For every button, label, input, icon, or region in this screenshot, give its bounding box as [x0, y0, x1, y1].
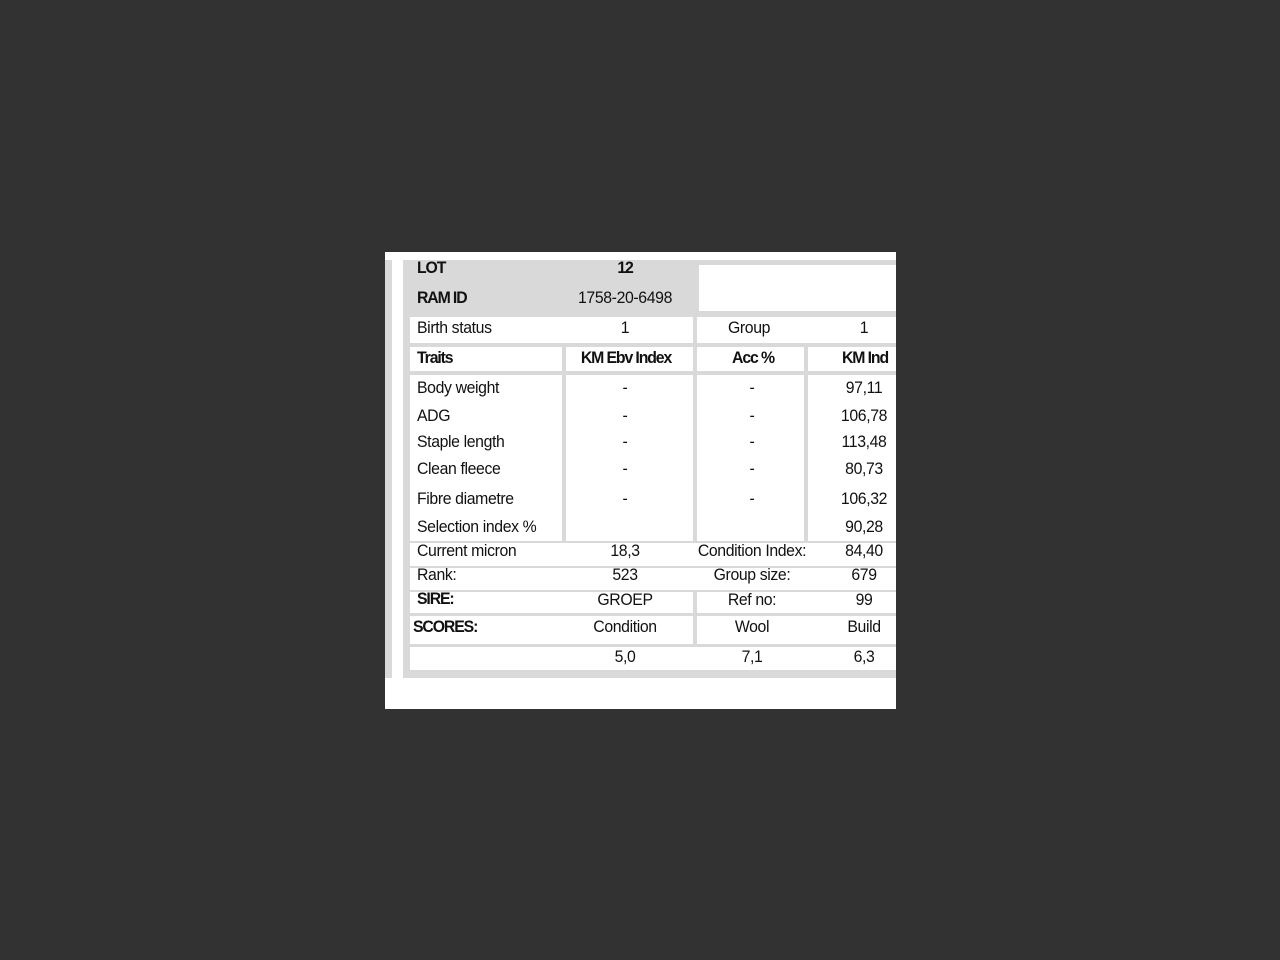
score-header-build: Build	[847, 617, 881, 636]
score-header-condition: Condition	[593, 617, 657, 636]
rank-row-cell	[410, 568, 896, 590]
trait-ind: 90,28	[845, 517, 883, 536]
trait-acc: -	[749, 406, 755, 425]
rank-value: 523	[612, 565, 638, 584]
traits-header-traits: Traits	[417, 348, 453, 367]
group-size-label: Group size:	[713, 565, 791, 584]
trait-ind: 80,73	[845, 459, 883, 478]
sire-label: SIRE:	[417, 589, 454, 608]
group-label: Group	[727, 318, 771, 337]
ref-no-value: 99	[855, 590, 873, 609]
trait-ebv: -	[622, 406, 628, 425]
header-blank-box	[699, 265, 896, 311]
trait-ind: 113,48	[841, 432, 887, 451]
traits-ebv-column	[566, 375, 693, 541]
trait-name: Clean fleece	[417, 459, 501, 478]
scores-values-cell	[410, 647, 896, 670]
trait-acc: -	[749, 432, 755, 451]
traits-header-ind: KM Ind	[842, 348, 888, 367]
left-margin-bar	[385, 260, 392, 678]
trait-name: Body weight	[417, 378, 500, 397]
score-value-build: 6,3	[853, 647, 875, 666]
trait-ind: 97,11	[845, 378, 883, 397]
trait-ebv: -	[622, 459, 628, 478]
condition-index-label: Condition Index:	[697, 541, 807, 560]
birth-status-label: Birth status	[417, 318, 492, 337]
trait-ebv: -	[622, 489, 628, 508]
trait-name: ADG	[417, 406, 451, 425]
trait-acc: -	[749, 459, 755, 478]
current-micron-label: Current micron	[417, 541, 517, 560]
traits-acc-column	[697, 375, 804, 541]
rank-label: Rank:	[417, 565, 457, 584]
trait-name: Staple length	[417, 432, 505, 451]
current-micron-value: 18,3	[610, 541, 640, 560]
traits-header-ebv: KM Ebv Index	[580, 348, 672, 367]
trait-ind: 106,78	[840, 406, 888, 425]
ram-id-value: 1758-20-6498	[577, 288, 673, 307]
lot-value: 12	[617, 258, 633, 277]
group-value: 1	[859, 318, 869, 337]
score-header-wool: Wool	[734, 617, 770, 636]
birth-status-value: 1	[620, 318, 630, 337]
trait-ebv: -	[622, 378, 628, 397]
condition-index-value: 84,40	[845, 541, 883, 560]
group-size-value: 679	[851, 565, 877, 584]
lot-label: LOT	[417, 258, 446, 277]
score-value-wool: 7,1	[741, 647, 763, 666]
trait-name: Fibre diametre	[417, 489, 514, 508]
scores-label: SCORES:	[413, 617, 478, 636]
ram-record-sheet	[385, 252, 896, 709]
trait-acc: -	[749, 378, 755, 397]
ref-no-label: Ref no:	[727, 590, 777, 609]
traits-header-acc: Acc %	[732, 348, 774, 367]
trait-ebv: -	[622, 432, 628, 451]
sire-value: GROEP	[597, 590, 653, 609]
trait-name: Selection index %	[417, 517, 537, 536]
score-value-condition: 5,0	[614, 647, 636, 666]
ram-id-label: RAM ID	[417, 288, 467, 307]
trait-ind: 106,32	[840, 489, 888, 508]
trait-acc: -	[749, 489, 755, 508]
